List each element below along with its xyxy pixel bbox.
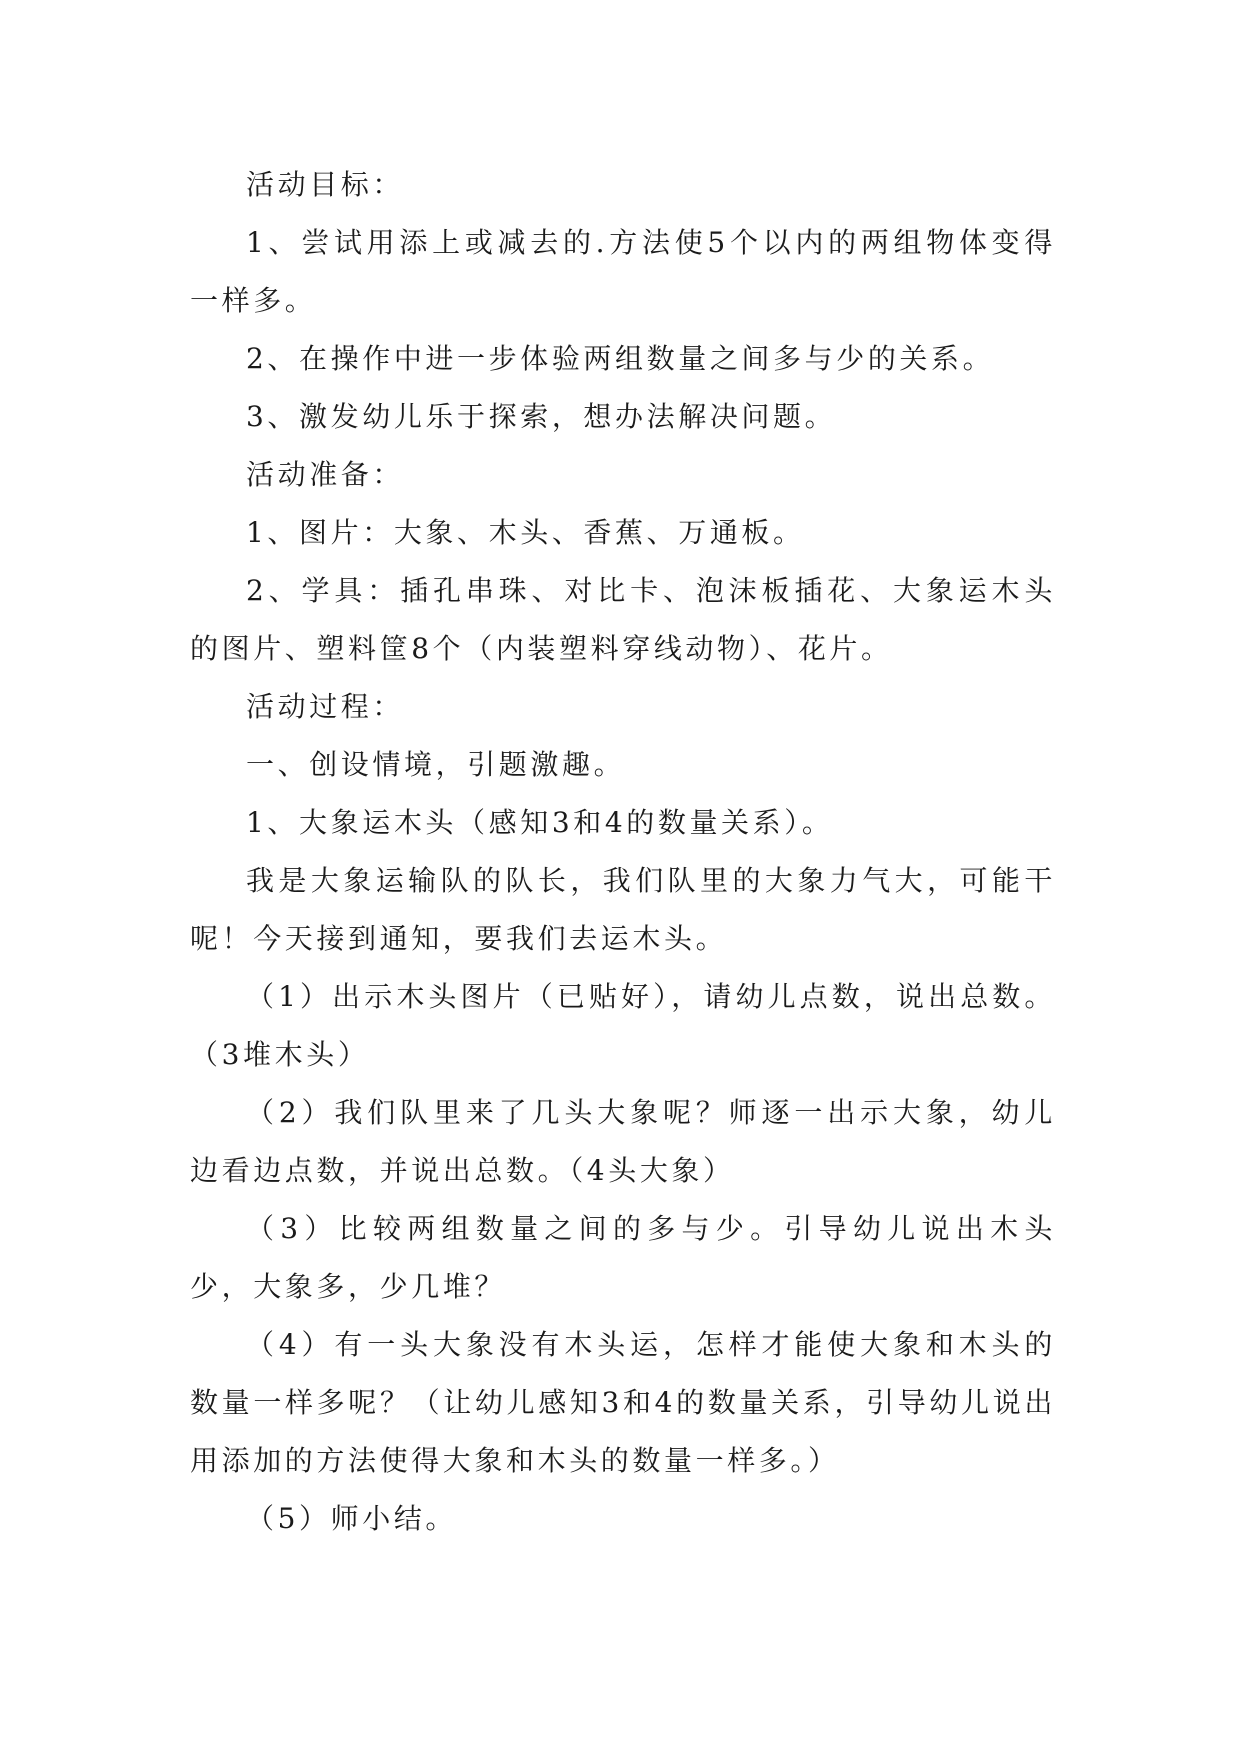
process-substep-2: （2）我们队里来了几头大象呢？师逐一出示大象，幼儿边看边点数，并说出总数。（4头大象） [190, 1096, 1056, 1187]
heading-activity-preparation: 活动准备： [246, 458, 405, 491]
heading-activity-process: 活动过程： [246, 690, 405, 723]
process-narrative: 我是大象运输队的队长，我们队里的大象力气大，可能干呢！今天接到通知，要我们去运木头。 [190, 864, 1056, 955]
goal-item-2: 2、在操作中进一步体验两组数量之间多与少的关系。 [246, 342, 995, 375]
process-step-1: 1、大象运木头（感知3和4的数量关系）。 [246, 806, 834, 839]
process-substep-4: （4）有一头大象没有木头运，怎样才能使大象和木头的数量一样多呢？（让幼儿感知3和4的数量关系，引导幼儿说出用添加的方法使得大象和木头的数量一样多。） [190, 1328, 1056, 1477]
preparation-item-2: 2、学具：插孔串珠、对比卡、泡沫板插花、大象运木头的图片、塑料筐8个（内装塑料穿线动物）、花片。 [190, 574, 1056, 665]
preparation-item-1: 1、图片：大象、木头、香蕉、万通板。 [246, 516, 805, 549]
goal-item-3: 3、激发幼儿乐于探索，想办法解决问题。 [246, 400, 837, 433]
process-section-1: 一、创设情境，引题激趣。 [246, 748, 626, 781]
heading-activity-goals: 活动目标： [246, 168, 405, 201]
document-body [190, 156, 1056, 1548]
process-substep-5: （5）师小结。 [246, 1502, 458, 1535]
process-substep-1: （1）出示木头图片（已贴好），请幼儿点数，说出总数。（3堆木头） [190, 980, 1056, 1071]
process-substep-3: （3）比较两组数量之间的多与少。引导幼儿说出木头少，大象多，少几堆？ [190, 1212, 1056, 1303]
goal-item-1: 1、尝试用添上或减去的.方法使5个以内的两组物体变得一样多。 [190, 226, 1056, 317]
